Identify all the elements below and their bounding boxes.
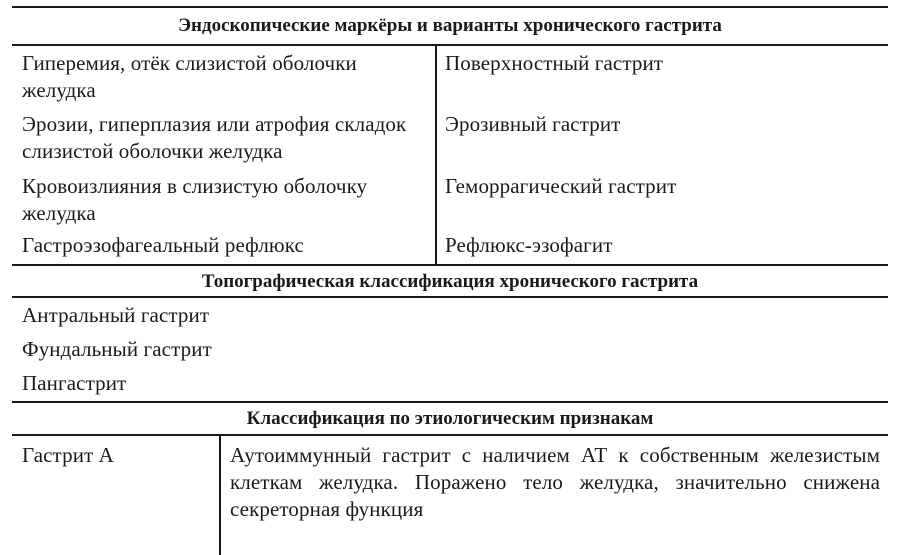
endoscopic-marker-cell: Эрозии, гиперплазия или атрофия складок слизистой оболочки желудка <box>22 112 407 163</box>
topographic-item: Фундальный гастрит <box>22 337 212 361</box>
etiologic-type-cell: Гастрит А <box>22 443 114 467</box>
section-divider <box>12 44 888 46</box>
endoscopic-marker-cell: Кровоизлияния в слизистую оболочку желудка <box>22 174 368 225</box>
section-divider <box>12 264 888 266</box>
section-header-etiologic: Классификация по этиологическим признакам <box>246 408 654 429</box>
classification-table <box>12 6 888 526</box>
topographic-item: Антральный гастрит <box>22 303 210 327</box>
table-top-rule <box>12 6 888 8</box>
section-divider <box>12 401 888 403</box>
etiologic-description-cell: Аутоиммунный гастрит с наличием АТ к собственным железистым клеткам желудка. Поражено тело желудка, значительно снижена секреторная функция <box>230 443 880 521</box>
endoscopic-variant-cell: Рефлюкс-эзофагит <box>445 233 613 257</box>
section-divider <box>12 296 888 298</box>
section-header-endoscopic: Эндоскопические маркёры и варианты хронического гастрита <box>178 15 722 36</box>
endoscopic-variant-cell: Геморрагический гастрит <box>445 174 677 198</box>
column-divider <box>435 45 437 265</box>
section-header-topographic: Топографическая классификация хронического гастрита <box>201 271 699 292</box>
column-divider <box>219 435 221 555</box>
endoscopic-marker-cell: Гастроэзофагеальный рефлюкс <box>22 233 304 257</box>
endoscopic-marker-cell: Гиперемия, отёк слизистой оболочки желудка <box>22 51 357 102</box>
endoscopic-variant-cell: Эрозивный гастрит <box>445 112 621 136</box>
section-divider <box>12 434 888 436</box>
endoscopic-variant-cell: Поверхностный гастрит <box>445 51 664 75</box>
topographic-item: Пангастрит <box>22 371 127 395</box>
